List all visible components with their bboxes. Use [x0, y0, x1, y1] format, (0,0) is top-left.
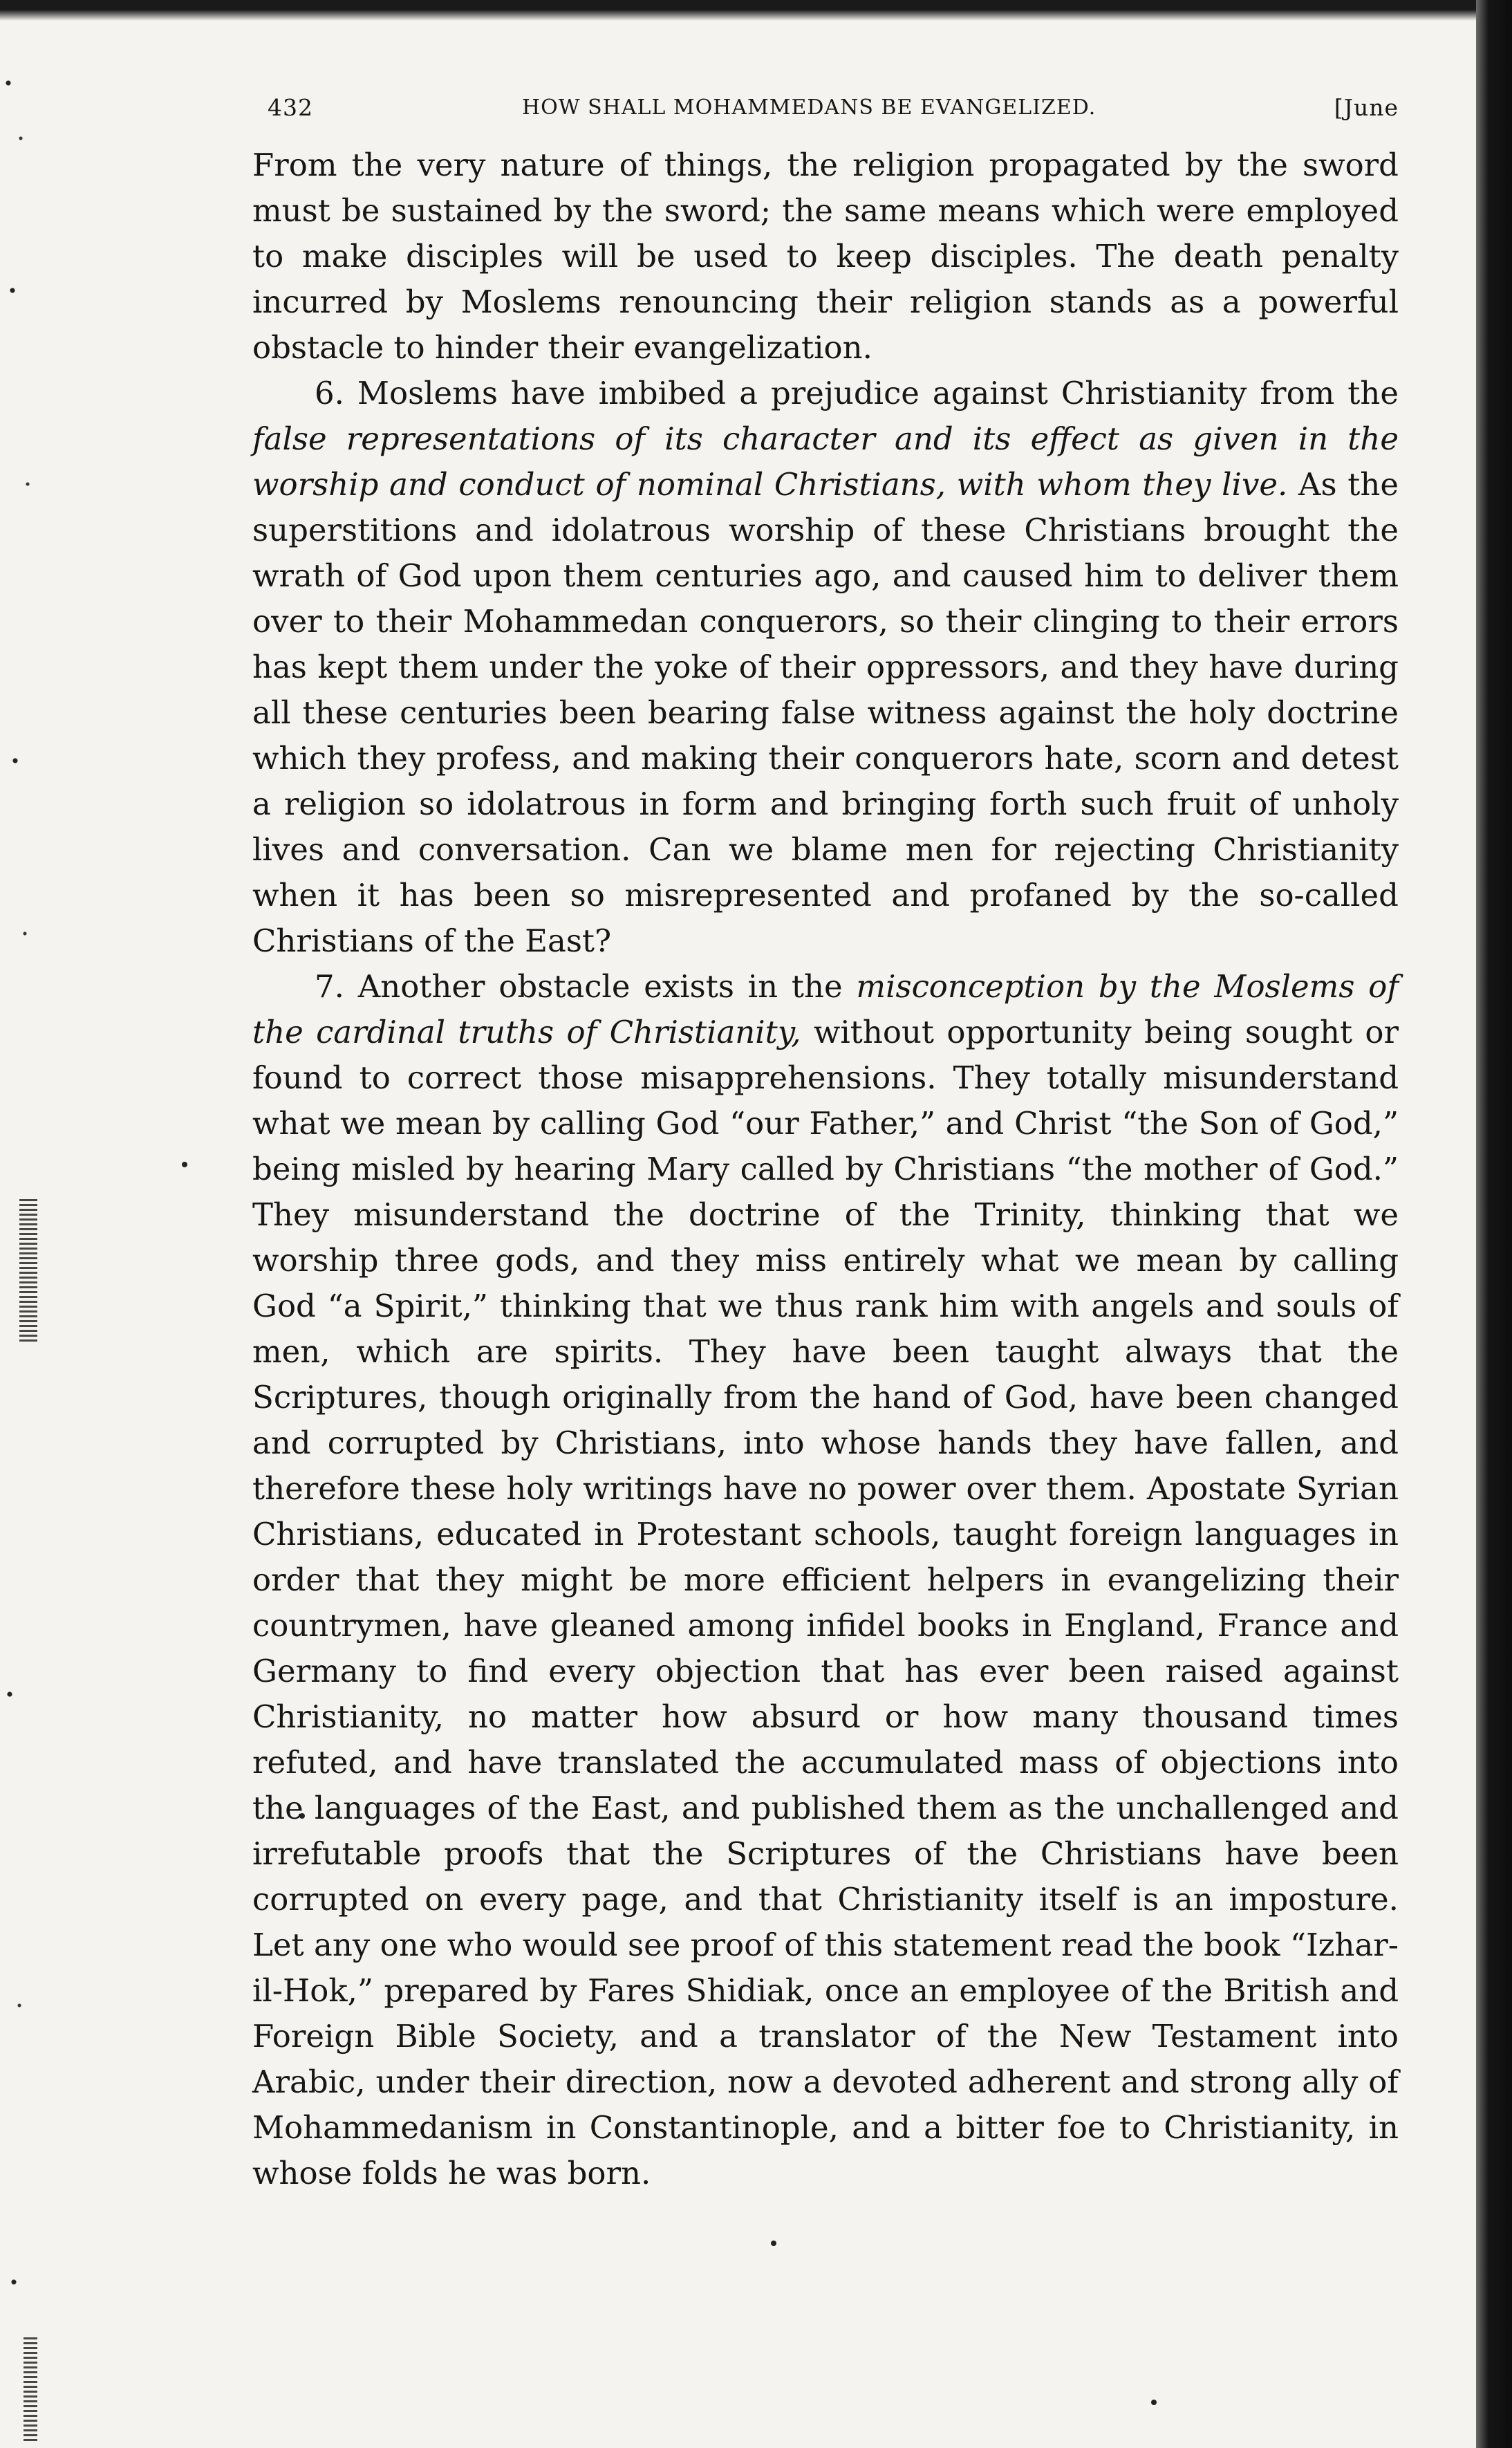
stray-ink-dot	[182, 1162, 187, 1167]
scan-right-edge	[1476, 0, 1512, 2448]
paragraph	[252, 964, 1399, 2196]
body-text	[252, 142, 1399, 2196]
scan-top-edge	[0, 0, 1512, 21]
text-segment: without opportunity being sought or found to correct those misapprehensions. They totally misunderstand what we mean by calling God “our Father,” and Christ “the Son of God,” being misled by hearing Mary called by Christians “the mother of God.” They misunderstand the doctrine of the Trinity, thinking that we worship three gods, and they miss entirely what we mean by calling God “a Spirit,” thinking that we thus rank him with angels and souls of men, which are spirits. They have been taught always that the Scriptures, though originally from the hand of God, have been changed and corrupted by Christians, into whose hands they have fallen, and therefore these holy writings have no power over them. Apostate Syrian Christians, educated in Protestant schools, taught foreign languages in order that they might be more efficient helpers in evangelizing their countrymen, have gleaned among infidel books in England, France and Germany to find every objection that has ever been raised against Christianity, no matter how absurd or how many thousand times refuted, and have translated the accumulated mass of objections into the languages of the East, and published them as the unchallenged and irrefutable proofs that the Scriptures of the Christians have been corrupted on every page, and that Christianity itself is an imposture. Let any one who would see proof of this statement read the book “Izhar-il-Hok,” prepared by Fares Shidiak, once an employee of the British and Foreign Bible Society, and a translator of the New Testament into Arabic, under their direction, now a devoted adherent and strong ally of Mohammedanism in Constantinople, and a bitter foe to Christianity, in whose folds he was born.	[252, 1014, 1399, 2191]
stray-ink-dot	[771, 2241, 776, 2246]
scan-margin-smudge	[19, 1196, 37, 1342]
text-segment: From the very nature of things, the religion propagated by the sword must be sustained by the sword; the same means which were employed to make disciples will be used to keep disciples. The death penalty incurred by Moslems renouncing their religion stands as a powerful obstacle to hinder their evangelization.	[252, 147, 1399, 366]
book-page	[252, 94, 1399, 2196]
paragraph	[252, 371, 1399, 964]
text-segment: 7. Another obstacle exists in the	[315, 968, 857, 1005]
running-title: HOW SHALL MOHAMMEDANS BE EVANGELIZED.	[522, 95, 1096, 120]
italic-text-segment: misconception by the Moslems of the cardinal truths of Christianity,	[252, 968, 1399, 1050]
text-segment: As the superstitions and idolatrous worship of these Christians brought the wrath of God upon them centuries ago, and caused him to deliver them over to their Mohammedan conquerors, so their clinging to their errors has kept them under the yoke of their oppressors, and they have during all these centuries been bearing false witness against the holy doctrine which they profess, and making their conquerors hate, scorn and detest a religion so idolatrous in form and bringing forth such fruit of unholy lives and conversation. Can we blame men for rejecting Christianity when it has been so misrepresented and profaned by the so-called Christians of the East?	[252, 466, 1399, 959]
running-month: [June	[1334, 94, 1399, 121]
stray-ink-dot	[1151, 2400, 1157, 2405]
italic-text-segment: false representations of its character and its effect as given in the worship and conduct of nominal Christians, with whom they live.	[252, 420, 1399, 503]
paragraph	[252, 142, 1399, 371]
text-segment: 6. Moslems have imbibed a prejudice against Christianity from the	[315, 375, 1399, 411]
page-number: 432	[268, 94, 313, 121]
scan-margin-smudge	[24, 2337, 37, 2441]
running-header	[252, 94, 1399, 142]
